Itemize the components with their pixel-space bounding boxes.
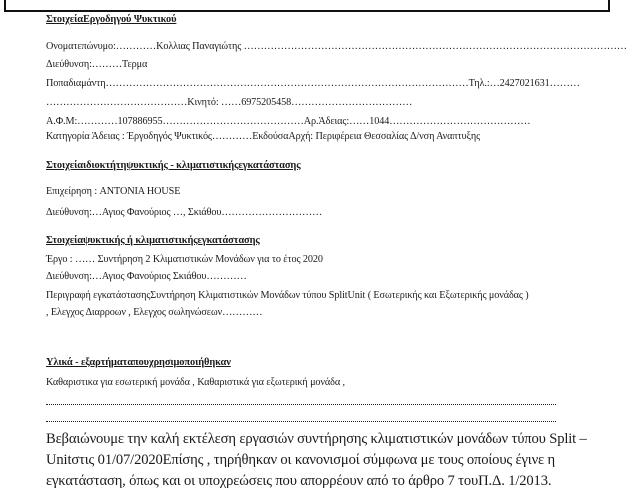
installer-area-phone: Ποπαδιαμάντη………………………………………………………………………………………………Τηλ.:…2427021631……… [46,78,580,89]
installation-heading: Στοιχείαψυκτικής ή κλιματιστικήςεγκατάστασης [46,235,260,246]
owner-address: Διεύθυνση:…Αγιος Φανούριος …, Σκιάθου………………………… [46,207,323,218]
installation-description: Περιγραφή εγκατάστασηςΣυντήρηση Κλιματιστικών Μονάδων τύπου SplitUnit ( Εσωτερικής και Εξωτερικής μονάδας ) [46,290,529,301]
certification-line-1: Βεβαιώνουμε την καλή εκτέλεση εργασιών συντήρησης κλιματιστικών μονάδων τύπου Split – [46,431,587,447]
owner-heading: Στοιχείαιδιοκτήτηψυκτικής - κλιματιστικήςεγκατάστασης [46,160,301,171]
installation-description-cont: , Ελεγχος Διαρροων , Ελεγχος σωληνώσεων………… [46,307,263,318]
installer-afm-license-no: Α.Φ.Μ:…………107886955……………………………………Αρ.Άδειας:……1044…………………………………… [46,116,531,127]
installer-address: Διεύθυνση:………Τερμα [46,59,148,70]
certification-line-2: Unitστις 01/07/2020Επίσης , τηρήθηκαν οι κανονισμοί σύμφωνα με τους οποίους έγινε η [46,452,555,468]
materials-blank-line [46,421,556,422]
installer-name: Ονοματεπώνυμο:…………Κολλιας Παναγιώτης …………………………………………………………………………………………………… [46,41,627,52]
installer-license-category: Κατηγορία Άδειας : Έργοδηγός Ψυκτικός…………ΕκδούσαΑρχή: Περιφέρεια Θεσσαλίας Δ/νση Αναπτυξης [46,131,481,142]
installer-mobile: ……………………………………Κινητό: ……6975205458……………………………… [46,97,413,108]
owner-company: Επιχείρηση : ANTONIA HOUSE [46,186,181,197]
materials-heading: Υλικά - εξαρτήματαπουχρησιμοποιήθηκαν [46,357,231,368]
installation-work: Έργο : …… Συντήρηση 2 Κλιματιστικών Μονάδων για το έτος 2020 [46,254,323,265]
installation-address: Διεύθυνση:…Αγιος Φανούριος Σκιάθου………… [46,271,247,282]
page-border [4,0,610,12]
materials-items: Καθαριστικα για εσωτερική μονάδα , Καθαριστικά για εξωτερική μονάδα , [46,377,345,388]
installer-heading: ΣτοιχείαΕργοδηγού Ψυκτικού [46,14,177,25]
certification-line-3: εγκατάσταση, όπως και οι υποχρεώσεις που απορρέουν από το άρθρο 7 τουΠ.Δ. 1/2013. [46,473,552,489]
materials-blank-line [46,404,556,405]
